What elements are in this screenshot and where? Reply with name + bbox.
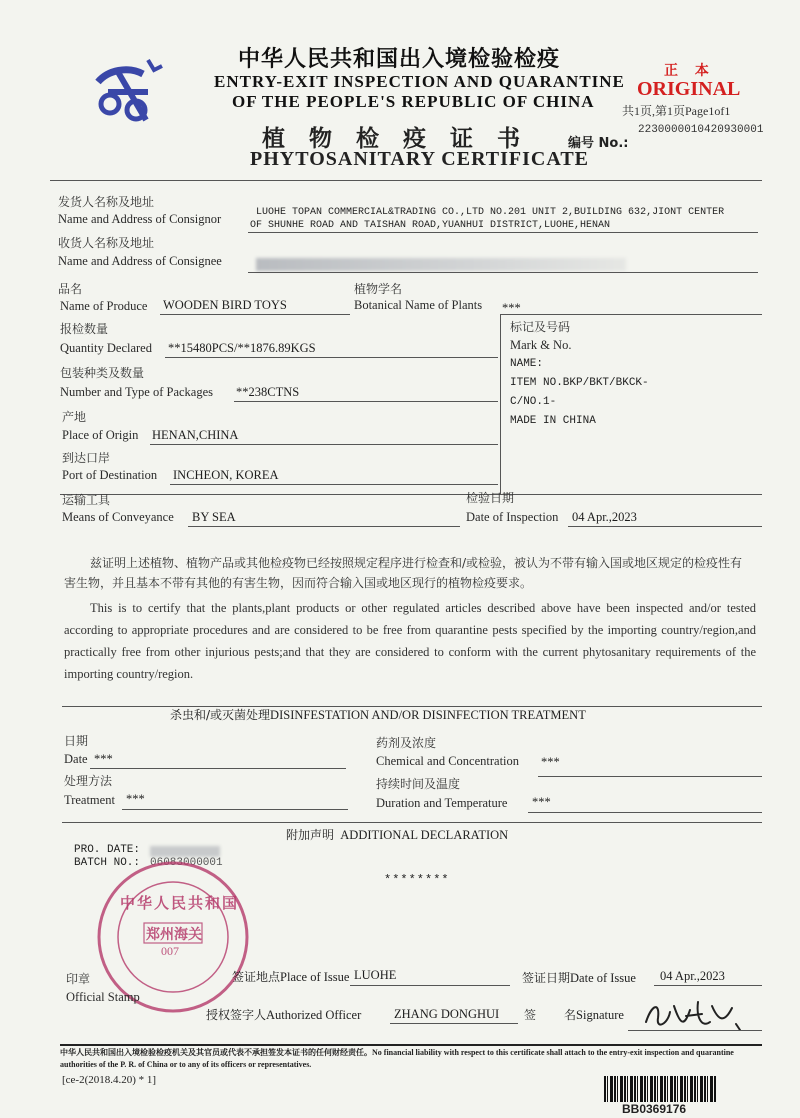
- consignor-label-zh: 发货人名称及地址: [58, 195, 155, 209]
- certificate-number: 2230000010420930001: [638, 124, 764, 136]
- footer-disclaimer-zh: 中华人民共和国出入境检验检疫机关及其官员或代表不承担签发本证书的任何财经责任。: [60, 1048, 372, 1057]
- treatment-date-label-en: Date: [64, 752, 88, 766]
- botanical-label-zh: 植物学名: [354, 282, 403, 296]
- duration-value: ***: [532, 795, 551, 809]
- treatment-method-label-zh: 处理方法: [64, 774, 113, 788]
- consignee-value-redacted: [256, 258, 626, 271]
- signature-label-zh: 名: [564, 1008, 577, 1022]
- marks-line-3: C/NO.1-: [510, 396, 557, 408]
- barcode-number: BB0369176: [622, 1102, 687, 1116]
- pro-date-value-redacted: [150, 846, 220, 857]
- conveyance-value: BY SEA: [192, 510, 236, 524]
- additional-heading: [286, 826, 508, 843]
- origin-label-en: Place of Origin: [62, 428, 139, 442]
- quantity-label-zh: 报检数量: [60, 322, 109, 336]
- marks-line-4: MADE IN CHINA: [510, 415, 596, 427]
- authorized-officer-label-zh: 授权签字人: [206, 1008, 267, 1022]
- original-label-zh: 正 本: [664, 63, 715, 79]
- place-of-issue-label-zh: 签证地点: [232, 970, 281, 984]
- chemical-label-zh: 药剂及浓度: [376, 736, 437, 750]
- original-label-en: ORIGINAL: [637, 78, 741, 100]
- duration-label-zh: 持续时间及温度: [376, 777, 461, 791]
- place-of-issue-label-en: Place of Issue: [280, 970, 350, 984]
- destination-label-en: Port of Destination: [62, 468, 158, 482]
- marks-line-1: NAME:: [510, 358, 544, 370]
- inspection-date-value: 04 Apr.,2023: [572, 510, 637, 524]
- marks-line-2: ITEM NO.BKP/BKT/BKCK-: [510, 377, 649, 389]
- certificate-title-zh: 植 物 检 疫 证 书: [262, 126, 529, 152]
- date-of-issue-label-zh: 签证日期: [522, 971, 571, 985]
- produce-value: WOODEN BIRD TOYS: [163, 298, 287, 312]
- treatment-method-label-en: Treatment: [64, 793, 115, 807]
- date-of-issue-label-en: Date of Issue: [570, 971, 636, 985]
- certificate-title-en: PHYTOSANITARY CERTIFICATE: [250, 148, 590, 170]
- treatment-date-value: ***: [94, 752, 113, 766]
- declaration-stars: ********: [384, 873, 450, 887]
- batch-no-value: 06083000001: [150, 857, 223, 869]
- packages-label-zh: 包装种类及数量: [60, 366, 145, 380]
- marks-label-zh: 标记及号码: [510, 320, 571, 334]
- date-of-issue-label: [522, 969, 636, 986]
- conveyance-label-zh: 运输工具: [62, 493, 111, 507]
- footer-disclaimer: [60, 1047, 760, 1071]
- packages-label-en: Number and Type of Packages: [60, 385, 214, 399]
- origin-value: HENAN,CHINA: [152, 428, 239, 442]
- emblem-logo: [88, 52, 168, 132]
- quantity-label-en: Quantity Declared: [60, 341, 152, 355]
- inspection-date-label-en: Date of Inspection: [466, 510, 559, 524]
- certification-text-en: This is to certify that the plants,plant products or other regulated articles described above have been inspected and/or tested according to appropriate procedures and are considered to be free from quarantine pests specified by the importing country/region,and practically free from other injurious pests;and that they are considered to conform with the current phytosanitary requirements of the importing country/region.: [64, 601, 756, 681]
- seal-text-center: 郑州海关: [146, 927, 202, 943]
- seal-text-number: 007: [161, 944, 179, 958]
- consignor-label-en: Name and Address of Consignor: [58, 212, 222, 226]
- barcode: [604, 1076, 716, 1102]
- destination-value: INCHEON, KOREA: [173, 468, 279, 482]
- chemical-label-en: Chemical and Concentration: [376, 754, 520, 768]
- marks-label-en: Mark & No.: [510, 338, 572, 352]
- additional-heading-en: ADDITIONAL DECLARATION: [340, 828, 509, 842]
- certificate-number-label: 编号 No.:: [568, 136, 629, 151]
- inspection-date-label-zh: 检验日期: [466, 491, 515, 505]
- certification-text-zh: 兹证明上述植物、植物产品或其他检疫物已经按照规定程序进行检查和/或检验，被认为不带有输入国或地区规定的检疫性有害生物，并且基本不带有其他的有害生物，因而符合输入国或地区现行的植物检疫要求。: [64, 556, 743, 590]
- consignor-address-line-2: OF SHUNHE ROAD AND TAISHAN ROAD,YUANHUI DISTRICT,LUOHE,HENAN: [250, 220, 611, 231]
- treatment-heading: [170, 706, 586, 723]
- consignee-label-zh: 收货人名称及地址: [58, 236, 155, 250]
- packages-value: **238CTNS: [236, 385, 300, 399]
- produce-label-en: Name of Produce: [60, 299, 148, 313]
- seal-text-top: 中华人民共和国: [120, 894, 240, 912]
- signature-label-en: Signature: [576, 1008, 624, 1022]
- consignee-label-en: Name and Address of Consignee: [58, 254, 222, 268]
- date-of-issue-value: 04 Apr.,2023: [660, 969, 725, 983]
- page-info: 共1页,第1页Page1of1: [622, 104, 731, 118]
- consignor-address-line-1: LUOHE TOPAN COMMERCIAL&TRADING CO.,LTD NO.201 UNIT 2,BUILDING 632,JIONT CENTER: [256, 207, 725, 218]
- quantity-value: **15480PCS/**1876.89KGS: [168, 341, 316, 355]
- authorized-officer-label: [206, 1006, 361, 1023]
- treatment-heading-zh: 杀虫和/或灭菌处理: [170, 708, 271, 722]
- signature-char-1: 签: [524, 1008, 537, 1022]
- footer-disclaimer-en: No financial liability with respect to this certificate shall attach to the entry-exit inspection and quarantine authorities of the P. R. of China or to any of its officers or representatives.: [60, 1048, 734, 1069]
- additional-heading-zh: 附加声明: [286, 828, 335, 842]
- duration-label-en: Duration and Temperature: [376, 796, 508, 810]
- botanical-label-en: Botanical Name of Plants: [354, 298, 483, 312]
- treatment-heading-en: DISINFESTATION AND/OR DISINFECTION TREATMENT: [270, 708, 586, 722]
- produce-label-zh: 品名: [58, 282, 83, 296]
- pro-date-label: PRO. DATE:: [74, 844, 141, 856]
- destination-label-zh: 到达口岸: [62, 451, 111, 465]
- place-of-issue-label: [232, 968, 349, 985]
- authority-title-en-2: OF THE PEOPLE'S REPUBLIC OF CHINA: [232, 92, 595, 111]
- origin-label-zh: 产地: [62, 410, 87, 424]
- authority-title-zh: 中华人民共和国出入境检验检疫: [238, 47, 561, 72]
- place-of-issue-value: LUOHE: [354, 968, 397, 982]
- botanical-value: ***: [502, 301, 521, 315]
- authorized-officer-value: ZHANG DONGHUI: [394, 1007, 500, 1021]
- conveyance-label-en: Means of Conveyance: [62, 510, 174, 524]
- stamp-label-zh: 印章: [66, 972, 91, 986]
- batch-no-label: BATCH NO.:: [74, 857, 141, 869]
- stamp-label-en: Official Stamp: [66, 990, 140, 1004]
- authority-title-en-1: ENTRY-EXIT INSPECTION AND QUARANTINE: [214, 72, 625, 91]
- treatment-date-label-zh: 日期: [64, 734, 89, 748]
- treatment-method-value: ***: [126, 792, 145, 806]
- chemical-value: ***: [541, 755, 560, 769]
- form-code: [ce-2(2018.4.20) * 1]: [62, 1074, 157, 1086]
- signature-label: [564, 1006, 624, 1023]
- authorized-officer-label-en: Authorized Officer: [266, 1008, 362, 1022]
